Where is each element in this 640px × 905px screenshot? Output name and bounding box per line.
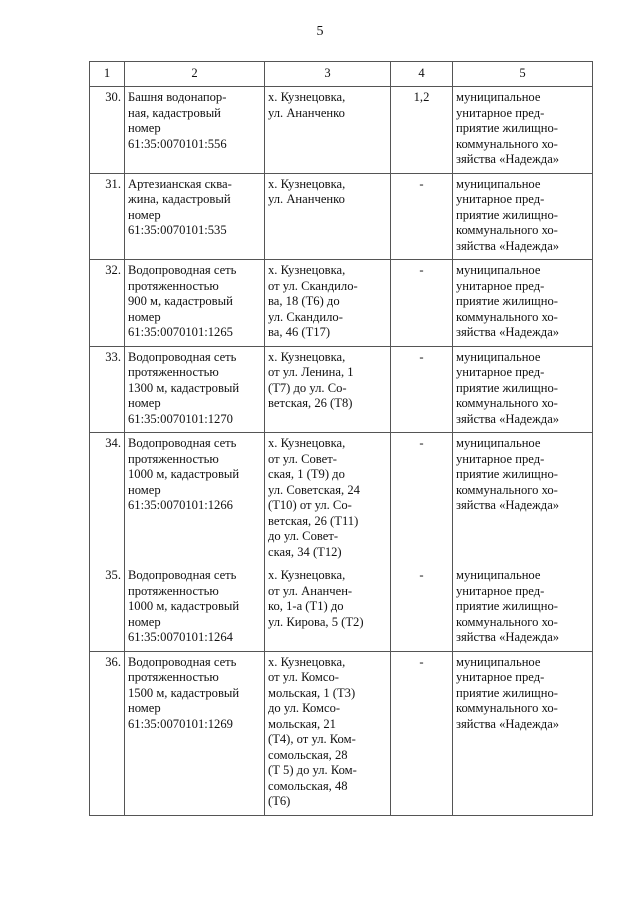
row-number: 32. [90,260,125,347]
table-row [90,346,593,433]
object-holder: муниципальное унитарное пред- приятие жилищно- коммунального хо- зяйства «Надежда» [453,87,593,174]
row-number: 30. [90,87,125,174]
object-holder: муниципальное унитарное пред- приятие жилищно- коммунального хо- зяйства «Надежда» [453,260,593,347]
table-row [90,87,593,174]
object-holder: муниципальное унитарное пред- приятие жилищно- коммунального хо- зяйства «Надежда» [453,565,593,651]
object-address: х. Кузнецовка, от ул. Скандило- ва, 18 (Т6) до ул. Скандило- ва, 46 (Т17) [265,260,391,347]
row-number: 33. [90,346,125,433]
object-address: х. Кузнецовка, ул. Ананченко [265,87,391,174]
row-number: 35. [90,565,125,651]
object-holder: муниципальное унитарное пред- приятие жилищно- коммунального хо- зяйства «Надежда» [453,651,593,815]
object-address: х. Кузнецовка, ул. Ананченко [265,173,391,260]
object-area: - [391,173,453,260]
table-row [90,173,593,260]
object-name: Водопроводная сеть протяженностью 1000 м, кадастровый номер 61:35:0070101:1264 [125,565,265,651]
object-area: - [391,651,453,815]
object-holder: муниципальное унитарное пред- приятие жилищно- коммунального хо- зяйства «Надежда» [453,346,593,433]
object-holder: муниципальное унитарное пред- приятие жилищно- коммунального хо- зяйства «Надежда» [453,173,593,260]
object-name: Водопроводная сеть протяженностью 1300 м, кадастровый номер 61:35:0070101:1270 [125,346,265,433]
row-number: 31. [90,173,125,260]
object-area: - [391,433,453,566]
object-area: - [391,346,453,433]
table-row [90,260,593,347]
object-area: 1,2 [391,87,453,174]
object-name: Артезианская сква- жина, кадастровый номер 61:35:0070101:535 [125,173,265,260]
row-number: 34. [90,433,125,566]
property-registry-table [89,61,593,816]
header-cell: 3 [265,62,391,87]
object-area: - [391,260,453,347]
table-row [90,433,593,566]
object-name: Водопроводная сеть протяженностью 1000 м, кадастровый номер 61:35:0070101:1266 [125,433,265,566]
page-number: 5 [316,24,324,39]
object-address: х. Кузнецовка, от ул. Совет- ская, 1 (Т9) до ул. Советская, 24 (Т10) от ул. Со- ветская, 26 (Т11) до ул. Совет- ская, 34 (Т12) [265,433,391,566]
header-cell: 5 [453,62,593,87]
object-address: х. Кузнецовка, от ул. Ленина, 1 (Т7) до ул. Со- ветская, 26 (Т8) [265,346,391,433]
table-row [90,651,593,815]
header-cell: 1 [90,62,125,87]
row-number: 36. [90,651,125,815]
header-cell: 2 [125,62,265,87]
object-name: Водопроводная сеть протяженностью 900 м, кадастровый номер 61:35:0070101:1265 [125,260,265,347]
object-holder: муниципальное унитарное пред- приятие жилищно- коммунального хо- зяйства «Надежда» [453,433,593,566]
object-address: х. Кузнецовка, от ул. Ананчен- ко, 1-а (Т1) до ул. Кирова, 5 (Т2) [265,565,391,651]
object-address: х. Кузнецовка, от ул. Комсо- мольская, 1 (Т3) до ул. Комсо- мольская, 21 (Т4), от ул. Ком- сомольская, 28 (Т 5) до ул. Ком- сомольская, 48 (Т6) [265,651,391,815]
object-name: Башня водонапор- ная, кадастровый номер 61:35:0070101:556 [125,87,265,174]
object-name: Водопроводная сеть протяженностью 1500 м, кадастровый номер 61:35:0070101:1269 [125,651,265,815]
table-header-row [90,62,593,87]
table-row [90,565,593,651]
header-cell: 4 [391,62,453,87]
object-area: - [391,565,453,651]
